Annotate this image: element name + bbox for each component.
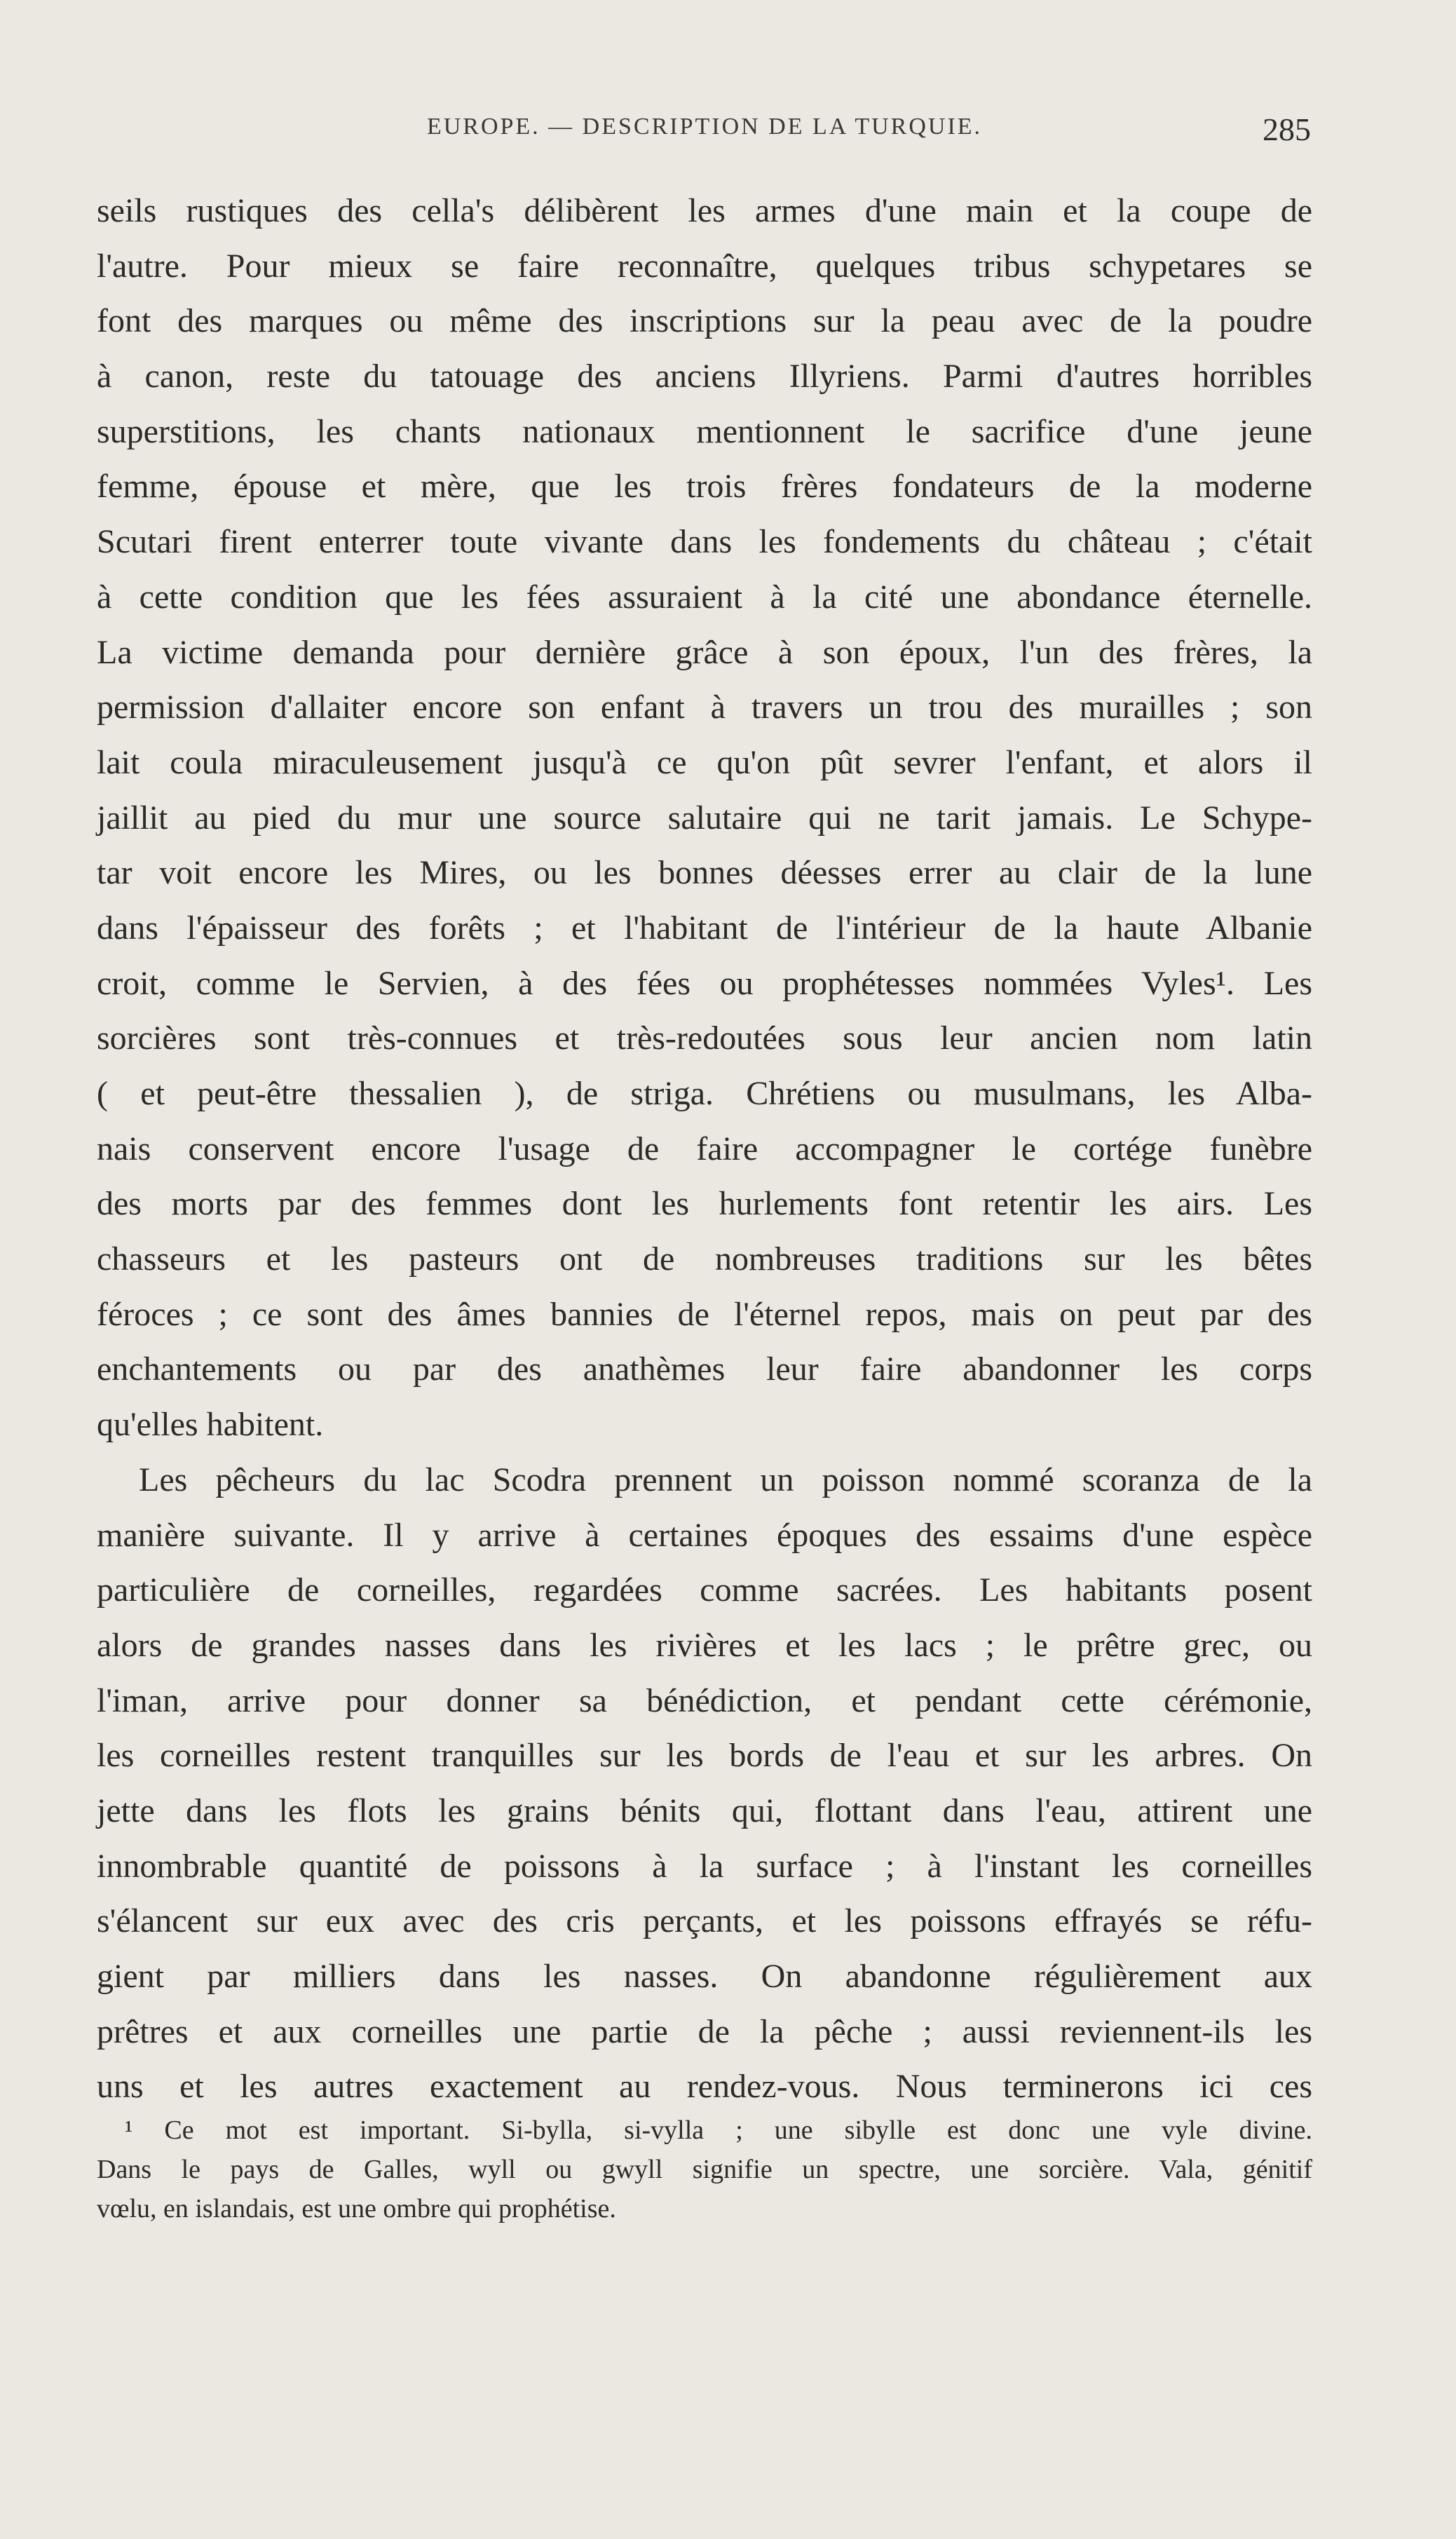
text-line: l'autre. Pour mieux se faire reconnaître, quelques tribus schypetares se bbox=[97, 247, 1312, 285]
text-line: innombrable quantité de poissons à la surface ; à l'instant les corneilles bbox=[97, 1847, 1312, 1885]
text-line: ( et peut-être thessalien ), de striga. Chrétiens ou musulmans, les Alba- bbox=[97, 1075, 1312, 1112]
text-line: qu'elles habitent. bbox=[97, 1406, 324, 1444]
text-line: jette dans les flots les grains bénits qui, flottant dans l'eau, attirent une bbox=[97, 1792, 1312, 1829]
text-line: sorcières sont très-connues et très-redoutées sous leur ancien nom latin bbox=[97, 1020, 1312, 1057]
text-line: La victime demanda pour dernière grâce à son époux, l'un des frères, la bbox=[97, 633, 1312, 671]
text-line: uns et les autres exactement au rendez-vous. Nous terminerons ici ces bbox=[97, 2068, 1312, 2106]
text-line: dans l'épaisseur des forêts ; et l'habitant de l'intérieur de la haute Albanie bbox=[97, 909, 1312, 947]
text-line: nais conservent encore l'usage de faire accompagner le cortége funèbre bbox=[97, 1130, 1312, 1167]
text-line: permission d'allaiter encore son enfant à travers un trou des murailles ; son bbox=[97, 689, 1312, 726]
text-line: à canon, reste du tatouage des anciens Illyriens. Parmi d'autres horribles bbox=[97, 358, 1312, 395]
body-text bbox=[97, 184, 1312, 2115]
text-line: seils rustiques des cella's délibèrent les armes d'une main et la coupe de bbox=[97, 192, 1312, 229]
text-line: femme, épouse et mère, que les trois frères fondateurs de la moderne bbox=[97, 468, 1312, 506]
text-line: Scutari firent enterrer toute vivante dans les fondements du château ; c'était bbox=[97, 523, 1312, 561]
text-line: manière suivante. Il y arrive à certaines époques des essaims d'une espèce bbox=[97, 1516, 1312, 1554]
text-line: des morts par des femmes dont les hurlements font retentir les airs. Les bbox=[97, 1185, 1312, 1223]
text-line: prêtres et aux corneilles une partie de la pêche ; aussi reviennent-ils les bbox=[97, 2012, 1312, 2050]
text-line: tar voit encore les Mires, ou les bonnes déesses errer au clair de la lune bbox=[97, 854, 1312, 892]
footnote-line: vœlu, en islandais, est une ombre qui prophétise. bbox=[97, 2194, 616, 2223]
text-line: font des marques ou même des inscriptions sur la peau avec de la poudre bbox=[97, 302, 1312, 340]
footnote-line: Dans le pays de Galles, wyll ou gwyll signifie un spectre, une sorcière. Vala, génitif bbox=[97, 2155, 1312, 2184]
text-line: l'iman, arrive pour donner sa bénédiction, et pendant cette cérémonie, bbox=[97, 1681, 1312, 1719]
text-line: Les pêcheurs du lac Scodra prennent un poisson nommé scoranza de la bbox=[139, 1461, 1312, 1498]
text-line: les corneilles restent tranquilles sur les bords de l'eau et sur les arbres. On bbox=[97, 1737, 1312, 1775]
text-line: chasseurs et les pasteurs ont de nombreuses traditions sur les bêtes bbox=[97, 1240, 1312, 1278]
text-line: s'élancent sur eux avec des cris perçants, et les poissons effrayés se réfu- bbox=[97, 1902, 1312, 1940]
text-line: lait coula miraculeusement jusqu'à ce qu'on pût sevrer l'enfant, et alors il bbox=[97, 743, 1312, 781]
running-head bbox=[98, 111, 1311, 153]
running-title: EUROPE. — DESCRIPTION DE LA TURQUIE. bbox=[426, 114, 983, 140]
text-line: gient par milliers dans les nasses. On abandonne régulièrement aux bbox=[97, 1958, 1312, 1995]
text-line: alors de grandes nasses dans les rivières et les lacs ; le prêtre grec, ou bbox=[97, 1626, 1312, 1664]
page-number: 285 bbox=[1263, 111, 1311, 147]
text-line: enchantements ou par des anathèmes leur faire abandonner les corps bbox=[97, 1350, 1312, 1388]
text-line: à cette condition que les fées assuraient à la cité une abondance éternelle. bbox=[97, 578, 1312, 616]
text-line: superstitions, les chants nationaux mentionnent le sacrifice d'une jeune bbox=[97, 412, 1312, 450]
text-line: particulière de corneilles, regardées comme sacrées. Les habitants posent bbox=[97, 1571, 1312, 1609]
text-line: jaillit au pied du mur une source salutaire qui ne tarit jamais. Le Schype- bbox=[97, 799, 1312, 837]
footnote-line: ¹ Ce mot est important. Si-bylla, si-vylla ; une sibylle est donc une vyle divine. bbox=[125, 2115, 1312, 2145]
footnotes bbox=[97, 2111, 1312, 2228]
text-line: féroces ; ce sont des âmes bannies de l'éternel repos, mais on peut par des bbox=[97, 1295, 1312, 1333]
text-line: croit, comme le Servien, à des fées ou prophétesses nommées Vyles¹. Les bbox=[97, 964, 1312, 1002]
